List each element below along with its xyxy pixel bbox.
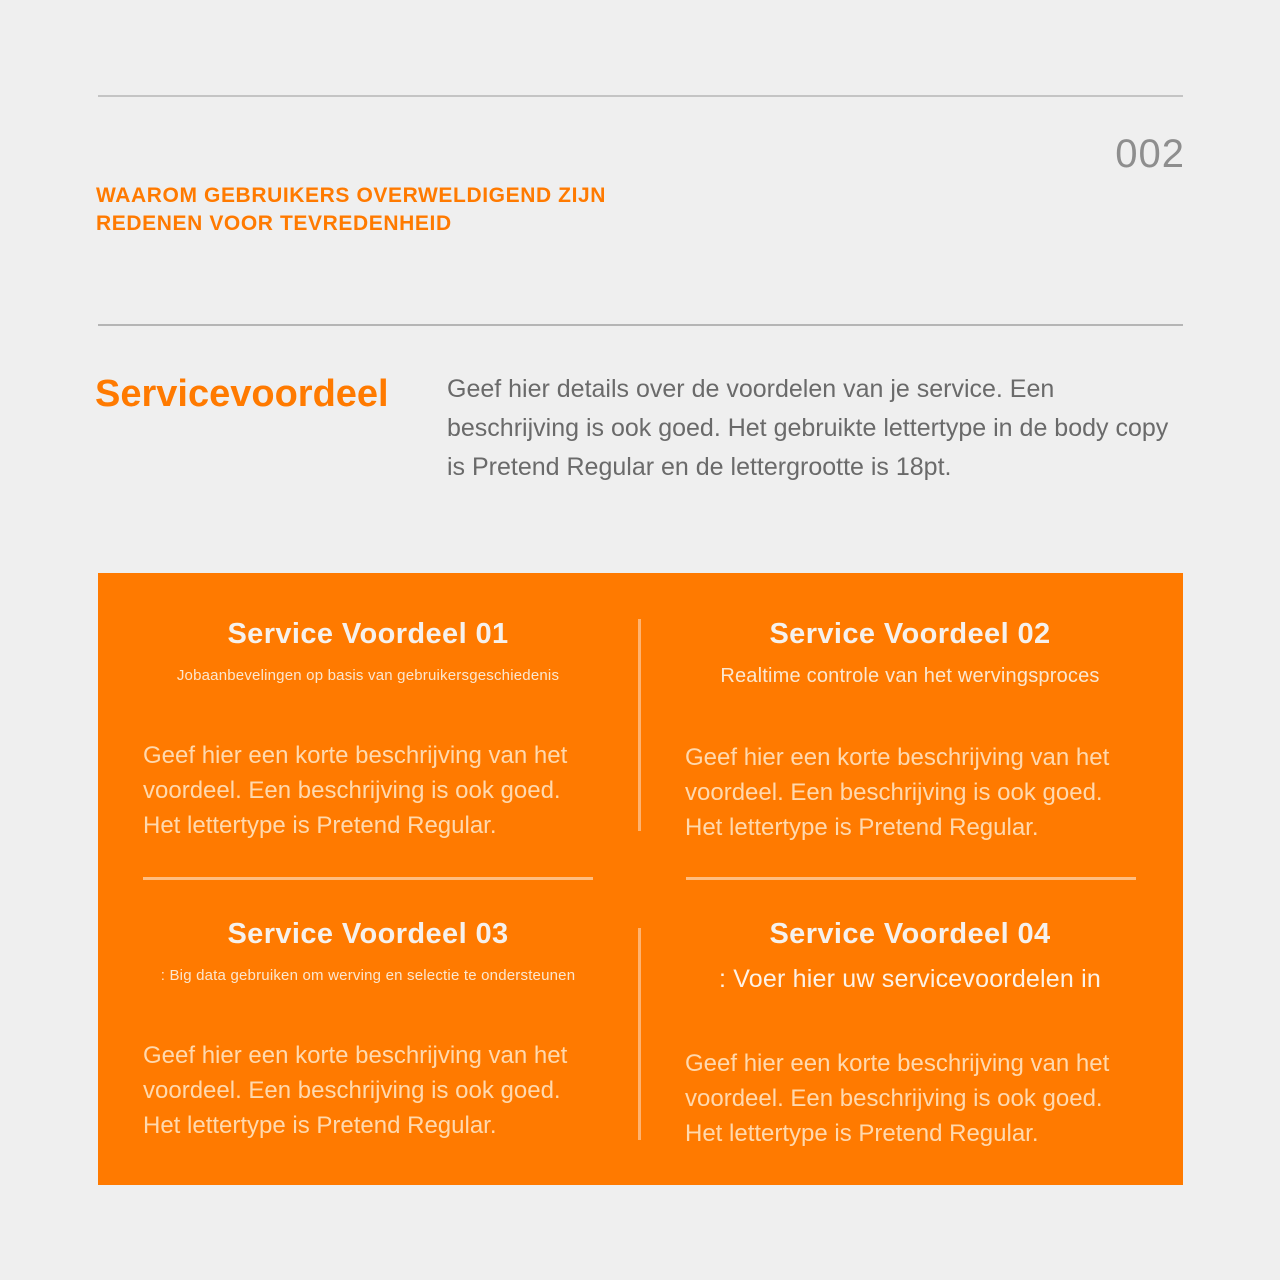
benefit-body: Geef hier een korte beschrijving van het voordeel. Een beschrijving is ook goed. Het lettertype is Pretend Regular.	[143, 1042, 568, 1139]
benefit-subtitle: Jobaanbevelingen op basis van gebruikersgeschiedenis	[176, 667, 560, 684]
eyebrow-heading	[96, 182, 716, 238]
benefit-subtitle: : Big data gebruiken om werving en selectie te ondersteunen	[160, 967, 576, 984]
benefit-title: Service Voordeel 04	[769, 918, 1051, 950]
benefit-body: Geef hier een korte beschrijving van het voordeel. Een beschrijving is ook goed. Het lettertype is Pretend Regular.	[685, 1050, 1110, 1147]
horizontal-divider-left	[143, 877, 593, 880]
benefit-card-04	[685, 916, 1135, 1151]
benefits-panel	[98, 573, 1183, 1185]
benefit-body: Geef hier een korte beschrijving van het voordeel. Een beschrijving is ook goed. Het lettertype is Pretend Regular.	[685, 744, 1110, 841]
benefit-card-02	[685, 616, 1135, 845]
benefit-title: Service Voordeel 03	[227, 918, 509, 950]
benefit-body: Geef hier een korte beschrijving van het voordeel. Een beschrijving is ook goed. Het lettertype is Pretend Regular.	[143, 742, 568, 839]
benefit-title: Service Voordeel 02	[769, 618, 1051, 650]
horizontal-divider-right	[686, 877, 1136, 880]
eyebrow-line-2: REDENEN VOOR TEVREDENHEID	[96, 212, 452, 235]
section-title: Servicevoordeel	[95, 373, 389, 415]
top-divider	[98, 95, 1183, 97]
eyebrow-line-1: WAAROM GEBRUIKERS OVERWELDIGEND ZIJN	[96, 184, 607, 207]
benefit-card-01	[143, 616, 593, 843]
benefit-subtitle: : Voer hier uw servicevoordelen in	[719, 965, 1101, 993]
vertical-divider-top	[638, 619, 641, 831]
benefit-title: Service Voordeel 01	[227, 618, 509, 650]
page-number: 002	[1115, 132, 1185, 176]
vertical-divider-bottom	[638, 928, 641, 1140]
section-description: Geef hier details over de voordelen van je service. Een beschrijving is ook goed. Het gebruikte lettertype in de body copy is Pretend Regular en de lettergrootte is 18pt.	[447, 375, 1169, 481]
benefit-card-03	[143, 916, 593, 1143]
section-divider	[98, 324, 1183, 326]
benefit-subtitle: Realtime controle van het wervingsproces	[720, 665, 1100, 687]
